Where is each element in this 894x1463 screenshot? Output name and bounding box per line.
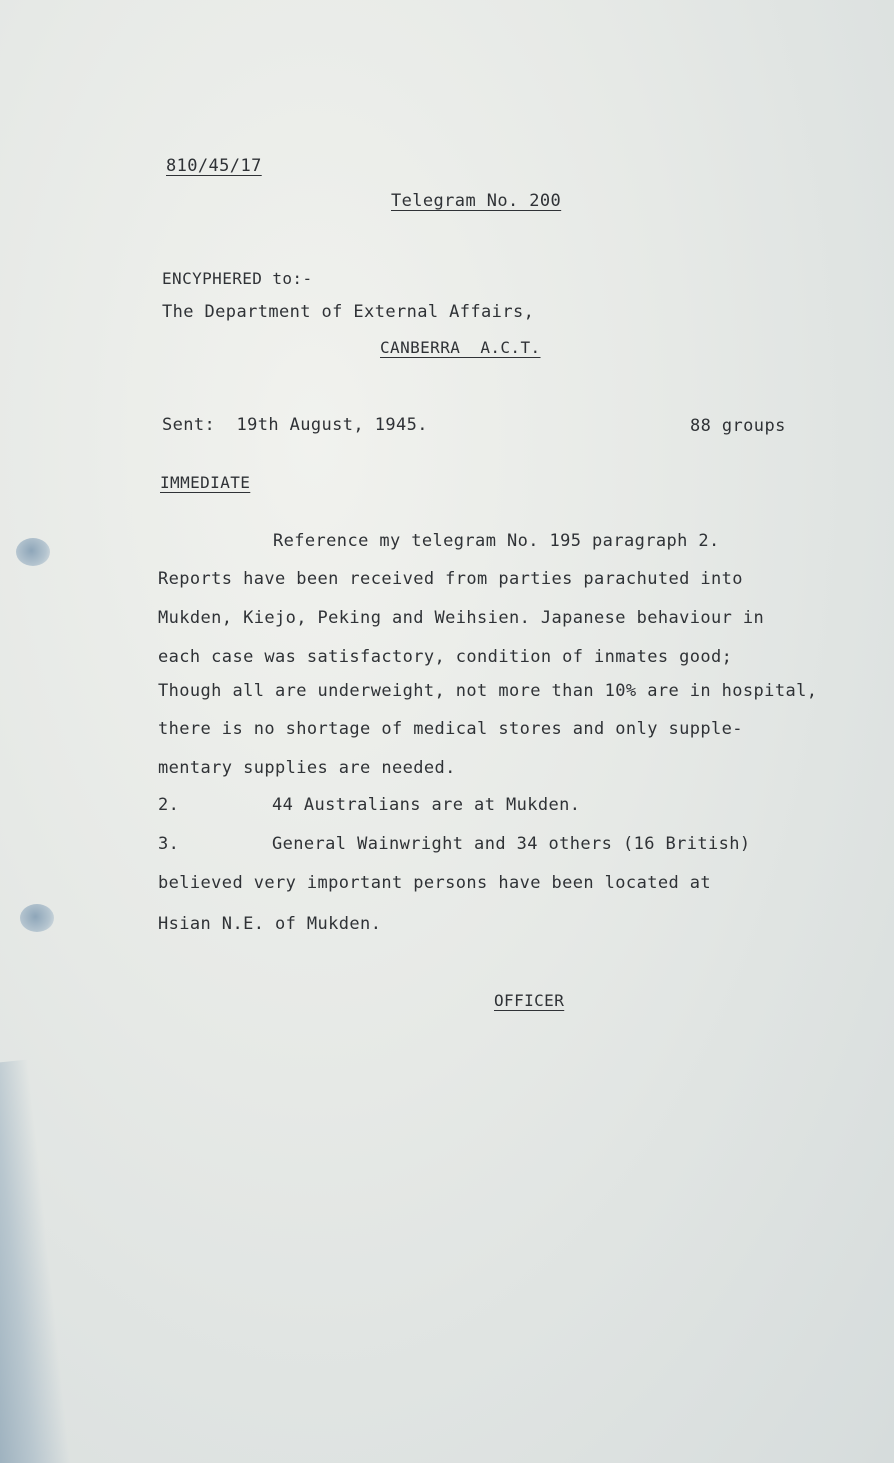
punch-hole-top <box>16 538 50 566</box>
encyphered-to-label: ENCYPHERED to:- <box>162 269 313 288</box>
body-line-2: Reports have been received from parties parachuted into <box>158 569 743 589</box>
body-line-4: each case was satisfactory, condition of inmates good; <box>158 647 733 667</box>
paragraph-3-line-3: Hsian N.E. of Mukden. <box>158 914 382 934</box>
sent-date: Sent: 19th August, 1945. <box>162 415 428 435</box>
body-line-3: Mukden, Kiejo, Peking and Weihsien. Japanese behaviour in <box>158 608 765 628</box>
recipient-line: The Department of External Affairs, <box>162 302 535 322</box>
signature-officer: OFFICER <box>494 991 565 1010</box>
paragraph-3-line-2: believed very important persons have been located at <box>158 873 712 893</box>
body-line-5: Though all are underweight, not more than 10% are in hospital, <box>158 681 818 701</box>
paragraph-3-text: General Wainwright and 34 others (16 British) <box>272 834 751 854</box>
paragraph-2-number: 2. <box>158 795 180 815</box>
body-line-7: mentary supplies are needed. <box>158 758 456 778</box>
body-line-1: Reference my telegram No. 195 paragraph 2. <box>273 531 720 551</box>
telegram-number: Telegram No. 200 <box>391 191 562 211</box>
file-reference: 810/45/17 <box>166 156 262 176</box>
groups-count: 88 groups <box>690 416 786 436</box>
body-line-6: there is no shortage of medical stores and only supple- <box>158 719 743 739</box>
recipient-location: CANBERRA A.C.T. <box>380 338 541 357</box>
punch-hole-bottom <box>20 904 54 932</box>
paragraph-2-text: 44 Australians are at Mukden. <box>272 795 581 815</box>
priority-label: IMMEDIATE <box>160 473 251 492</box>
paragraph-3-number: 3. <box>158 834 180 854</box>
